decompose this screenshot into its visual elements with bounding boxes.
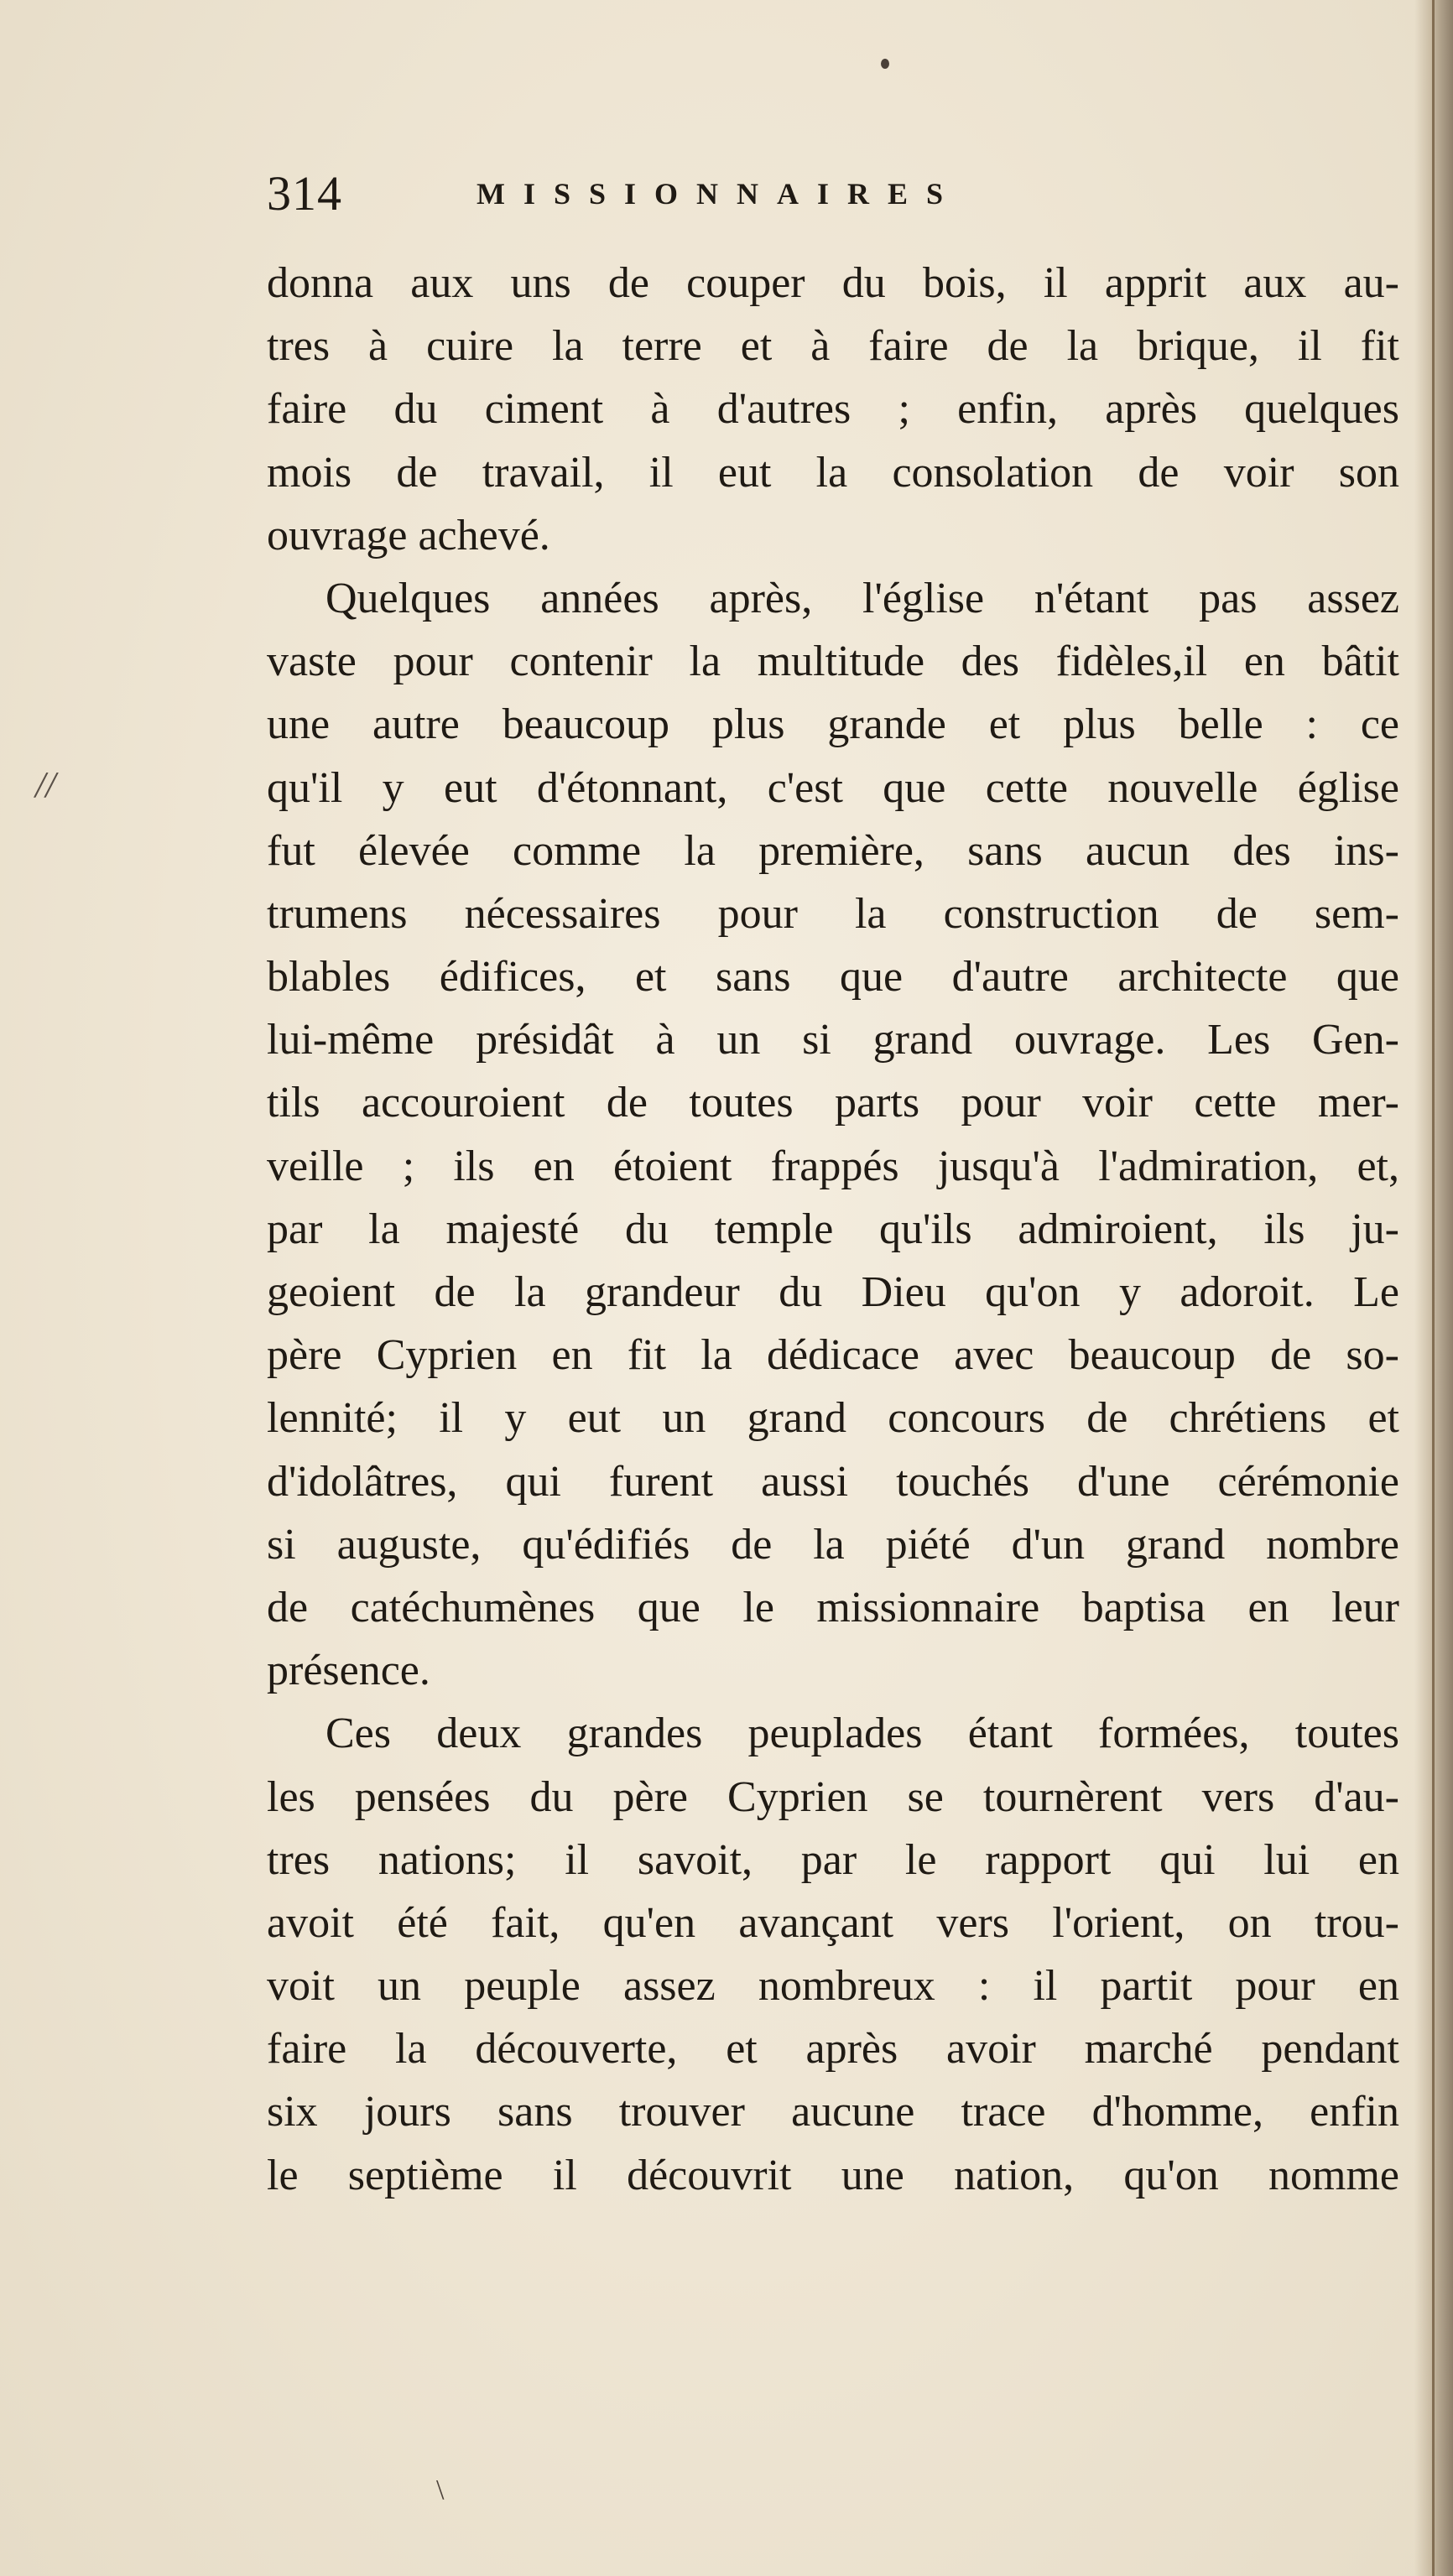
text-line: Quelques années après, l'église n'étant pas assez: [325, 574, 1399, 622]
text-line: fut élevée comme la première, sans aucun des ins-: [267, 826, 1399, 875]
text-line: avoit été fait, qu'en avançant vers l'orient, on trou-: [267, 1898, 1399, 1947]
text-line: faire la découverte, et après avoir marché pendant: [267, 2025, 1399, 2074]
text-line: par la majesté du temple qu'ils admiroient, ils ju-: [267, 1205, 1399, 1253]
page-number: 314: [267, 166, 342, 221]
text-line: tils accouroient de toutes parts pour voir cette mer-: [267, 1079, 1399, 1127]
text-line: lennité; il y eut un grand concours de chrétiens et: [267, 1394, 1399, 1443]
text-line: Ces deux grandes peuplades étant formées, toutes: [325, 1710, 1399, 1758]
text-line: d'idolâtres, qui furent aussi touchés d'une cérémonie: [267, 1457, 1399, 1506]
text-line: voit un peuple assez nombreux : il partit pour en: [267, 1962, 1399, 2011]
running-title: MISSIONNAIRES: [477, 177, 962, 211]
text-line: ouvrage achevé.: [267, 511, 550, 559]
text-line: une autre beaucoup plus grande et plus belle : ce: [267, 700, 1399, 749]
text-line: tres nations; il savoit, par le rapport qui lui en: [267, 1835, 1399, 1884]
ink-dot: [881, 59, 889, 69]
text-line: mois de travail, il eut la consolation de voir son: [267, 448, 1399, 497]
bottom-mark: \: [436, 2475, 445, 2506]
text-line: lui-même présidât à un si grand ouvrage. Les Gen-: [267, 1016, 1399, 1064]
page-header: [267, 164, 1156, 223]
text-line: présence.: [267, 1647, 430, 1695]
text-line: trumens nécessaires pour la construction de sem-: [267, 889, 1399, 938]
text-line: les pensées du père Cyprien se tournèrent vers d'au-: [267, 1772, 1399, 1821]
text-line: donna aux uns de couper du bois, il apprit aux au-: [267, 259, 1399, 307]
text-line: de catéchumènes que le missionnaire baptisa en leur: [267, 1583, 1399, 1631]
margin-note: //: [35, 764, 56, 805]
text-line: veille ; ils en étoient frappés jusqu'à l'admiration, et,: [267, 1142, 1399, 1190]
text-line: six jours sans trouver aucune trace d'homme, enfin: [267, 2088, 1399, 2136]
text-line: blables édifices, et sans que d'autre architecte que: [267, 953, 1399, 1002]
spine-edge: [1432, 0, 1435, 2576]
text-line: qu'il y eut d'étonnant, c'est que cette nouvelle église: [267, 763, 1399, 812]
body-text: [267, 252, 1399, 2207]
text-line: vaste pour contenir la multitude des fidèles,il en bâtit: [267, 637, 1399, 686]
text-line: tres à cuire la terre et à faire de la brique, il fit: [267, 322, 1399, 371]
text-line: le septième il découvrit une nation, qu'on nomme: [267, 2151, 1399, 2199]
text-line: père Cyprien en fit la dédicace avec beaucoup de so-: [267, 1331, 1399, 1380]
text-line: geoient de la grandeur du Dieu qu'on y adoroit. Le: [267, 1268, 1399, 1316]
text-line: faire du ciment à d'autres ; enfin, après quelques: [267, 385, 1399, 434]
text-line: si auguste, qu'édifiés de la piété d'un grand nombre: [267, 1520, 1399, 1569]
